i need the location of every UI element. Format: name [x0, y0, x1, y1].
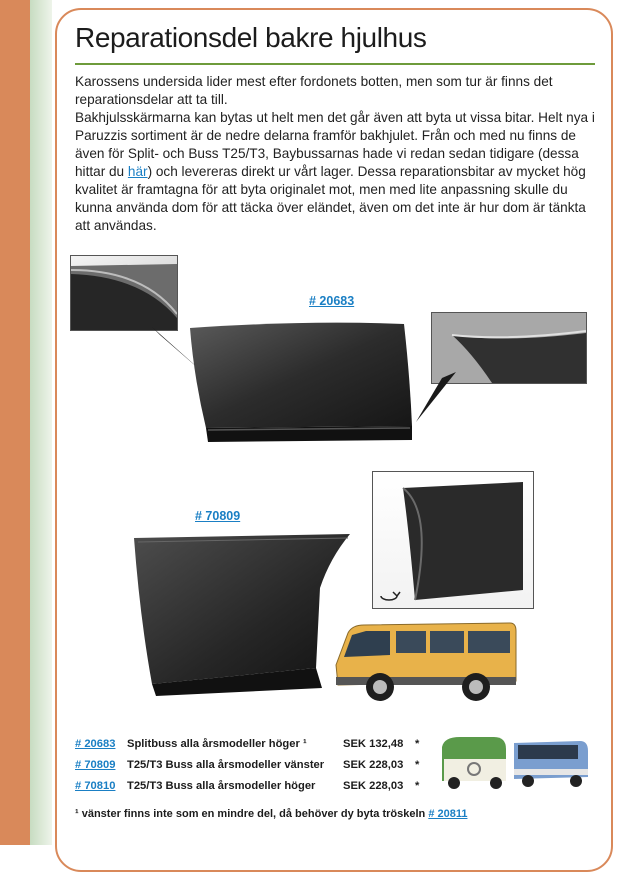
detail-image-left	[70, 255, 178, 331]
t3-van-illustration	[330, 615, 520, 707]
product-row	[75, 754, 425, 775]
product-description: T25/T3 Buss alla årsmodeller vänster	[127, 758, 325, 771]
product-code-link[interactable]: # 70809	[75, 758, 116, 771]
product-description: T25/T3 Buss alla årsmodeller höger	[127, 779, 316, 792]
intro-paragraph-1: Karossens undersida lider mest efter fordonets botten, men som tur är finns det reparationsdelar att ta till.	[75, 74, 553, 107]
panel-curve-closeup	[373, 472, 533, 608]
product-stock-mark: *	[415, 779, 420, 792]
product-price-table	[75, 733, 425, 796]
footnote	[75, 808, 467, 820]
here-link[interactable]: här	[127, 164, 148, 179]
product-row	[75, 733, 425, 754]
callout-pointer-right	[412, 368, 462, 428]
product-stock-mark: *	[415, 737, 420, 750]
intro-text	[75, 73, 595, 235]
detail-image-70809	[372, 471, 534, 609]
product-description: Splitbuss alla årsmodeller höger ¹	[127, 737, 307, 750]
left-green-stripe	[30, 0, 52, 845]
footnote-part-link[interactable]: # 20811	[428, 808, 468, 820]
footnote-text: ¹ vänster finns inte som en mindre del, då behöver dy byta tröskeln	[75, 808, 429, 820]
part-link-20683[interactable]: # 20683	[309, 294, 355, 308]
product-price: SEK 132,48	[343, 737, 404, 750]
product-code-link[interactable]: # 70810	[75, 779, 116, 792]
left-orange-stripe	[0, 0, 30, 845]
product-stock-mark: *	[415, 758, 420, 771]
intro-paragraph-2	[75, 109, 595, 235]
intro-text-part2: ) och levereras direkt ur vårt lager. Dessa reparationsbitar av mycket hög kvalitet är framtagna för att byta originalet mot, men med lite anpassning skulle du kunna använda dom för att täcka över eländet, även om det inte är hur dom är tänkta att användas.	[75, 164, 586, 233]
product-price: SEK 228,03	[343, 758, 404, 771]
part-link-70809[interactable]: # 70809	[195, 509, 241, 523]
product-code-link[interactable]: # 20683	[75, 737, 116, 750]
product-row	[75, 775, 425, 796]
intro-text-part1: Bakhjulsskärmarna kan bytas ut helt men det går även att byta ut vissa bitar. Helt nya i Paruzzis sortiment är de nedre delarna framför bakhjulet. Från och med nu finns de även för Split- och Buss T25/T3, Baybussarnas hade vi redan sedan tidigare (dessa hittar du	[75, 110, 595, 179]
panel-edge-closeup-left	[71, 256, 177, 330]
repair-panel-20683-image	[186, 318, 416, 443]
page-title: Reparationsdel bakre hjulhus	[75, 22, 427, 53]
product-price: SEK 228,03	[343, 779, 404, 792]
repair-panel-70809-image	[130, 528, 355, 698]
title-divider	[75, 63, 595, 65]
split-and-t3-bus-photos	[440, 733, 590, 791]
